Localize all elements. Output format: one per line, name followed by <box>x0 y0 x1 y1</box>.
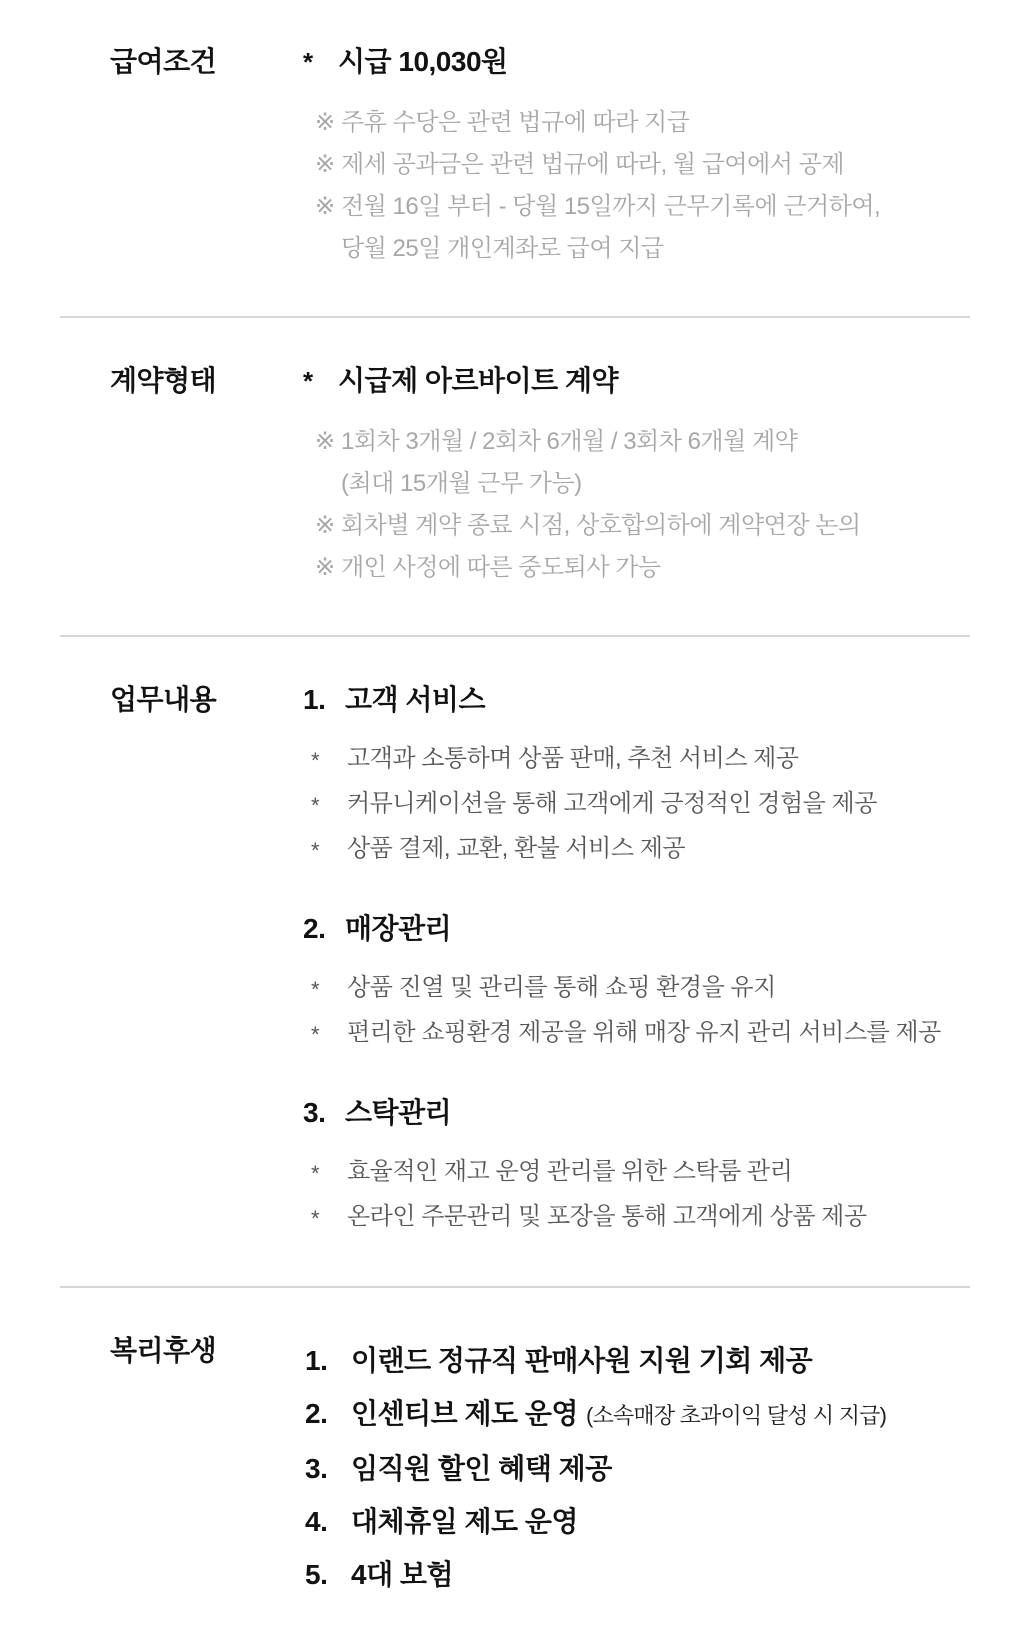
section-divider <box>60 635 970 637</box>
benefit-number: 2. <box>305 1398 328 1429</box>
section-benefits-label: 복리후생 <box>110 1335 217 1366</box>
benefit-number: 1. <box>305 1345 328 1376</box>
section-benefits-content <box>303 1334 970 1601</box>
asterisk-bullet: * <box>311 1022 320 1047</box>
note-row <box>315 102 970 144</box>
bullet-row <box>311 1150 970 1195</box>
benefit-item <box>303 1495 970 1548</box>
group-number: 1. <box>303 684 326 715</box>
salary-headline-text: 시급 10,030원 <box>338 46 508 77</box>
section-salary-label: 급여조건 <box>110 46 217 77</box>
note-text <box>341 186 970 270</box>
contract-headline <box>303 364 970 398</box>
salary-notes <box>303 102 970 270</box>
duty-bullets <box>303 1150 970 1240</box>
benefit-text: 임직원 할인 혜택 제공 <box>351 1453 612 1484</box>
note-text: 주휴 수당은 관련 법규에 따라 지급 <box>341 109 690 136</box>
asterisk-bullet: * <box>311 1206 320 1231</box>
section-contract-content <box>303 364 970 589</box>
note-text <box>341 421 970 505</box>
asterisk-bullet: * <box>311 977 320 1002</box>
note-line: 전월 16일 부터 - 당월 15일까지 근무기록에 근거하여, <box>341 193 881 220</box>
bullet-text: 효율적인 재고 운영 관리를 위한 스탁룸 관리 <box>347 1158 793 1185</box>
bullet-row <box>311 1011 970 1056</box>
section-duties-label: 업무내용 <box>110 684 217 715</box>
duty-bullets <box>303 737 970 872</box>
bullet-row <box>311 737 970 782</box>
group-title-text: 고객 서비스 <box>345 684 486 715</box>
benefit-number: 3. <box>305 1453 328 1484</box>
bullet-text: 고객과 소통하며 상품 판매, 추천 서비스 제공 <box>347 745 799 772</box>
bullet-text: 온라인 주문관리 및 포장을 통해 고객에게 상품 제공 <box>347 1203 867 1230</box>
section-divider <box>60 1286 970 1288</box>
duty-group-title <box>303 912 970 946</box>
benefit-item <box>303 1387 970 1442</box>
benefit-item <box>303 1548 970 1601</box>
duty-group-stock-management <box>303 1096 970 1240</box>
benefit-text: 인센티브 제도 운영 <box>351 1398 578 1429</box>
asterisk-bullet: * <box>303 366 313 396</box>
reference-marker: ※ <box>315 554 335 581</box>
section-contract <box>110 364 970 589</box>
section-divider <box>60 316 970 318</box>
bullet-row <box>311 782 970 827</box>
note-text: 개인 사정에 따른 중도퇴사 가능 <box>341 554 661 581</box>
bullet-text: 커뮤니케이션을 통해 고객에게 긍정적인 경험을 제공 <box>347 790 877 817</box>
benefit-item <box>303 1442 970 1495</box>
benefit-number: 5. <box>305 1559 328 1590</box>
asterisk-bullet: * <box>311 838 320 863</box>
group-number: 2. <box>303 913 326 944</box>
bullet-text: 편리한 쇼핑환경 제공을 위해 매장 유지 관리 서비스를 제공 <box>347 1019 941 1046</box>
note-text: 회차별 계약 종료 시점, 상호합의하에 계약연장 논의 <box>341 512 861 539</box>
section-duties <box>110 683 970 1240</box>
asterisk-bullet: * <box>303 47 313 77</box>
group-number: 3. <box>303 1097 326 1128</box>
duty-group-store-management <box>303 912 970 1056</box>
salary-headline <box>303 45 970 79</box>
reference-marker: ※ <box>315 109 335 136</box>
section-salary-content <box>303 45 970 270</box>
note-line: (최대 15개월 근무 가능) <box>341 470 582 497</box>
bullet-row <box>311 827 970 872</box>
contract-notes <box>303 421 970 589</box>
note-row <box>315 505 970 547</box>
reference-marker: ※ <box>315 151 335 178</box>
section-duties-content <box>303 683 970 1240</box>
reference-marker: ※ <box>315 428 335 455</box>
duty-bullets <box>303 966 970 1056</box>
note-line: 당월 25일 개인계좌로 급여 지급 <box>341 235 664 262</box>
bullet-text: 상품 진열 및 관리를 통해 쇼핑 환경을 유지 <box>347 974 776 1001</box>
section-benefits <box>110 1334 970 1601</box>
reference-marker: ※ <box>315 193 335 220</box>
contract-headline-text: 시급제 아르바이트 계약 <box>338 365 619 396</box>
note-text: 제세 공과금은 관련 법규에 따라, 월 급여에서 공제 <box>341 151 845 178</box>
benefit-text: 이랜드 정규직 판매사원 지원 기회 제공 <box>351 1345 813 1376</box>
duty-group-title <box>303 1096 970 1130</box>
benefit-text: 대체휴일 제도 운영 <box>351 1506 578 1537</box>
asterisk-bullet: * <box>311 1161 320 1186</box>
benefit-text: 4대 보험 <box>351 1559 453 1590</box>
group-title-text: 스탁관리 <box>345 1097 452 1128</box>
bullet-row <box>311 966 970 1011</box>
bullet-text: 상품 결제, 교환, 환불 서비스 제공 <box>347 835 686 862</box>
note-row <box>315 186 970 270</box>
note-row <box>315 547 970 589</box>
note-row <box>315 421 970 505</box>
reference-marker: ※ <box>315 512 335 539</box>
note-row <box>315 144 970 186</box>
note-line: 1회차 3개월 / 2회차 6개월 / 3회차 6개월 계약 <box>341 428 798 455</box>
bullet-row <box>311 1195 970 1240</box>
section-salary <box>110 45 970 270</box>
asterisk-bullet: * <box>311 793 320 818</box>
asterisk-bullet: * <box>311 748 320 773</box>
duty-group-title <box>303 683 970 717</box>
duty-group-customer-service <box>303 683 970 872</box>
section-contract-label: 계약형태 <box>110 365 217 396</box>
benefit-suffix-note: (소속매장 초과이익 달성 시 지급) <box>585 1403 887 1428</box>
group-title-text: 매장관리 <box>345 913 452 944</box>
benefit-number: 4. <box>305 1506 328 1537</box>
benefit-item <box>303 1334 970 1387</box>
